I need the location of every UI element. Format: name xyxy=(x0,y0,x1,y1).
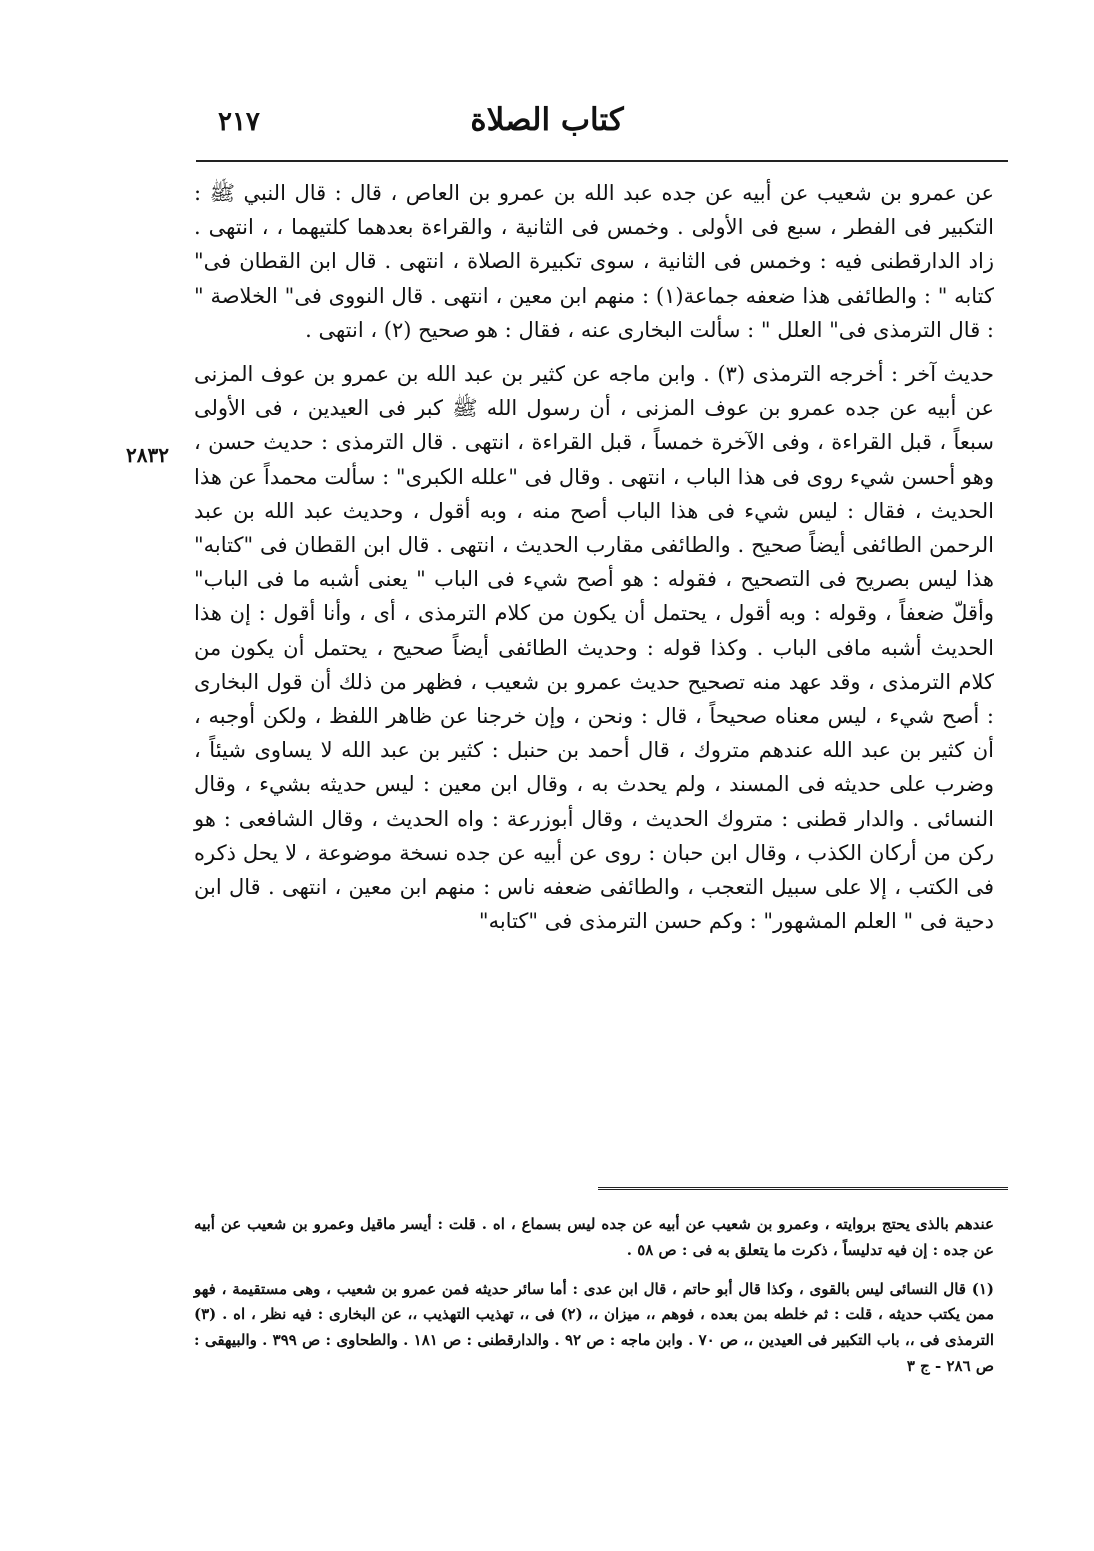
hadith-number-marginal: ٢٨٣٢ xyxy=(126,443,169,467)
footnote-continuation: عندهم بالذى يحتج بروايته ، وعمرو بن شعيب عن أبيه عن جده ليس بسماع ، اه . قلت : أيسر ماقيل وعمرو بن شعيب عن أبيه عن جده : إن فيه تدليساً ، ذكرت ما يتعلق به فى : ص ٥٨ . xyxy=(194,1215,994,1259)
running-title: كتاب الصلاة xyxy=(470,102,624,138)
paragraph-first: عن عمرو بن شعيب عن أبيه عن جده عبد الله بن عمرو بن العاص ، قال : قال النبي ﷺ : التكبير فى الفطر ، سبع فى الأولى . وخمس فى الثانية ، والقراءة بعدهما كلتيهما ، ، انتهى . زاد الدارقطنى فيه : وخمس فى الثانية ، سوى تكبيرة الصلاة ، انتهى . قال ابن القطان فى" كتابه " : والطائفى هذا ضعفه جماعة(١) : منهم ابن معين ، انتهى . قال النووى فى" الخلاصة " : قال الترمذى فى" العلل " : سألت البخارى عنه ، فقال : هو صحيح (٢) ، انتهى . xyxy=(194,181,994,342)
footnote-list: (١) قال النسائى ليس بالقوى ، وكذا قال أبو حاتم ، قال ابن عدى : أما سائر حديثه فمن عمرو بن شعيب ، وهى مستقيمة ، فهو ممن يكتب حديثه ، قلت : ثم خلطه بمن بعده ، فوهم ،، ميزان ،، (٢) فى ،، تهذيب التهذيب ،، عن البخارى : فيه نظر ، اه . (٣) الترمذى فى ،، باب التكبير فى العيدين ،، ص ٧٠ . وابن ماجه : ص ٩٢ . والدارقطنى : ص ١٨١ . والطحاوى : ص ٣٩٩ . والبيهقى : ص ٢٨٦ - ج ٣ xyxy=(194,1279,995,1375)
header-rule xyxy=(196,160,1008,162)
main-text xyxy=(194,176,994,938)
paragraph-hadith-akhar: حديث آخر : أخرجه الترمذى (٣) . وابن ماجه عن كثير بن عبد الله بن عمرو بن عوف المزنى عن أبيه عن جده عمرو بن عوف المزنى ، أن رسول الله ﷺ كبر فى العيدين ، فى الأولى سبعاً ، قبل القراءة ، وفى الآخرة خمساً ، قبل القراءة ، انتهى . قال الترمذى : حديث حسن ، وهو أحسن شيء روى فى هذا الباب ، انتهى . وقال فى "علله الكبرى" : سألت محمداً عن هذا الحديث ، فقال : ليس شيء فى هذا الباب أصح منه ، وبه أقول ، وحديث عبد الله بن عبد الرحمن الطائفى أيضاً صحيح . والطائفى مقارب الحديث ، انتهى . قال ابن القطان فى "كتابه" هذا ليس بصريح فى التصحيح ، فقوله : هو أصح شيء فى الباب " يعنى أشبه ما فى الباب" وأقلّ ضعفاً ، وقوله : وبه أقول ، يحتمل أن يكون من كلام الترمذى ، أى ، وأنا أقول : إن هذا الحديث أشبه مافى الباب . وكذا قوله : وحديث الطائفى أيضاً صحيح ، يحتمل أن يكون من كلام الترمذى ، وقد عهد منه تصحيح حديث عمرو بن شعيب ، فظهر من ذلك أن قول البخارى : أصح شيء ، ليس معناه صحيحاً ، قال : ونحن ، وإن خرجنا عن ظاهر اللفظ ، ولكن أوجبه ، أن كثير بن عبد الله عندهم متروك ، قال أحمد بن حنبل : كثير بن عبد الله لا يساوى شيئاً ، وضرب على حديثه فى المسند ، ولم يحدث به ، وقال ابن معين : ليس حديثه بشيء ، وقال النسائى . والدار قطنى : متروك الحديث ، وقال أبوزرعة : واه الحديث ، وقال الشافعى : هو ركن من أركان الكذب ، وقال ابن حبان : روى عن أبيه عن جده نسخة موضوعة ، لا يحل ذكره فى الكتب ، إلا على سبيل التعجب ، والطائفى ضعفه ناس : منهم ابن معين ، انتهى . قال ابن دحية فى " العلم المشهور" : وكم حسن الترمذى فى "كتابه" xyxy=(194,362,995,934)
footnote-separator xyxy=(598,1187,1008,1193)
page-number: ٢١٧ xyxy=(218,107,260,137)
footnotes xyxy=(194,1212,994,1380)
